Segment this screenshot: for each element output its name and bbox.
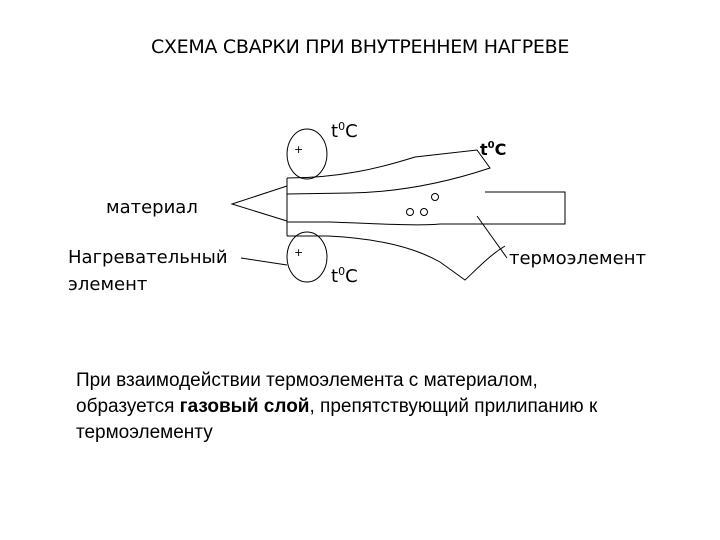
page-title: СХЕМА СВАРКИ ПРИ ВНУТРЕННЕМ НАГРЕВЕ: [150, 36, 570, 58]
temperature-superscript: 0: [487, 140, 495, 151]
material-wedge: [232, 186, 287, 221]
heater-label-line2: элемент: [68, 274, 148, 295]
explanation-part2: , препятствующий прилипанию к термоэлементу: [76, 396, 598, 443]
temperature-unit: C: [494, 140, 507, 159]
temperature-label-bottom: [331, 265, 358, 287]
temperature-superscript: 0: [338, 265, 346, 278]
heater-label-line1: Нагревательный: [68, 247, 228, 268]
material-label: материал: [106, 197, 198, 218]
temperature-symbol: t: [331, 121, 339, 142]
material-upper-sheet: [287, 150, 490, 194]
explanation-text: [76, 368, 636, 446]
gas-bubble: [432, 194, 439, 201]
temperature-symbol: t: [331, 266, 339, 287]
temperature-unit: C: [345, 121, 358, 142]
temperature-symbol: t: [480, 140, 488, 159]
temperature-label-top: [331, 120, 358, 142]
explanation-bold: газовый слой: [179, 396, 310, 417]
heater-ellipse-top: [287, 129, 327, 179]
thermoelement-body: [330, 192, 565, 225]
temperature-label-right: [480, 140, 506, 159]
heater-ellipse-bottom: [287, 232, 327, 282]
thermoelement-label: термоэлемент: [509, 248, 646, 269]
explanation-part1: При взаимодействии термоэлемента с материалом, образуется: [76, 370, 538, 417]
leader-thermo: [477, 216, 507, 258]
gas-bubble: [407, 209, 414, 216]
heater-plus-bottom: +: [294, 246, 304, 259]
temperature-unit: C: [345, 266, 358, 287]
gas-bubble: [421, 209, 428, 216]
temperature-superscript: 0: [338, 120, 346, 133]
heater-plus-top: +: [294, 143, 304, 156]
leader-heater: [241, 258, 287, 265]
